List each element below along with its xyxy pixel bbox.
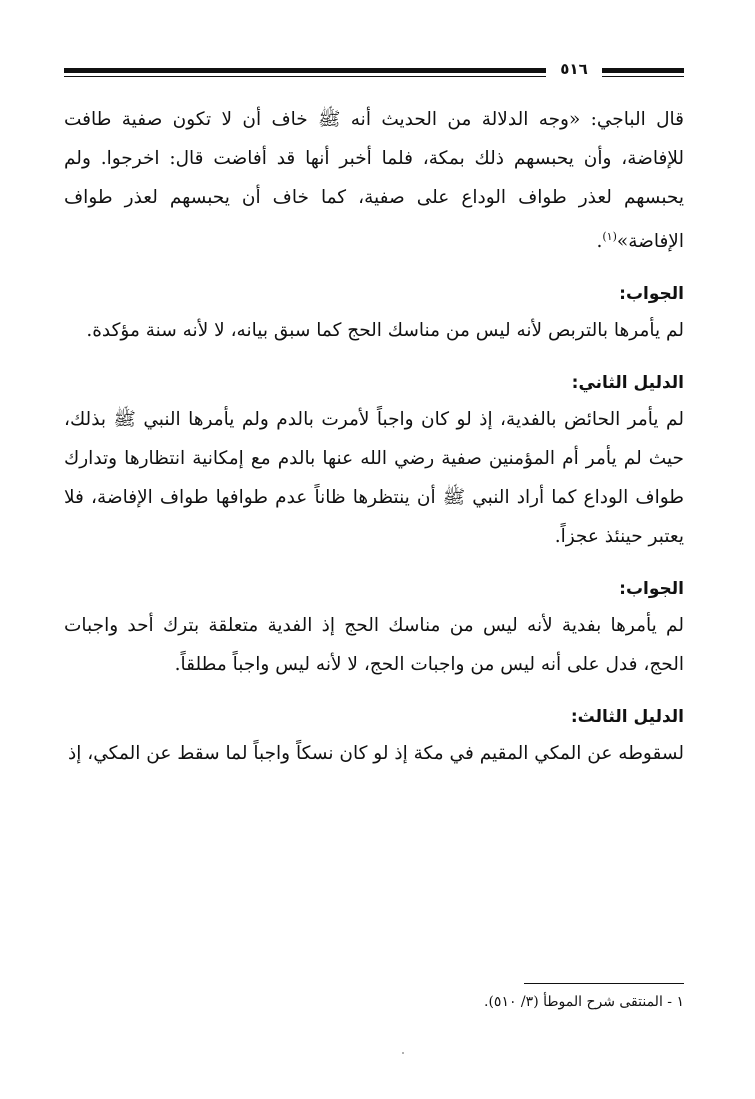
paragraph-quote [64, 100, 684, 261]
quote-end: . [596, 231, 603, 253]
footnote-separator [524, 983, 684, 984]
footnote-ref-1: (١) [602, 230, 617, 243]
footnote-1: ١ - المنتقى شرح الموطأ (٣/ ٥١٠). [484, 994, 684, 1010]
page-body [64, 100, 684, 773]
heading-answer-1: الجواب: [619, 284, 684, 305]
quote-text: قال الباجي: «وجه الدلالة من الحديث أنه ﷺ خاف أن لا تكون صفية طافت للإفاضة، وأن يحبسهم ذلك بمكة، فلما أخبر أنها قد أفاضت قال: اخرجوا. ولم يحبسهم لعذر طواف الوداع على صفية، كما خاف أن يحبسهم لعذر طواف الإفاضة» [64, 109, 684, 253]
heading-third-evidence: الدليل الثالث: [570, 707, 684, 728]
heading-second-evidence: الدليل الثاني: [571, 373, 684, 394]
paragraph-answer-2: لم يأمرها بفدية لأنه ليس من مناسك الحج إذ الفدية متعلقة بترك أحد واجبات الحج، فدل على أنه ليس من واجبات الحج، لا لأنه ليس واجباً مطلقاً. [64, 615, 684, 676]
page-number: ٥١٦ [546, 58, 602, 80]
paragraph-third-evidence: لسقوطه عن المكي المقيم في مكة إذ لو كان نسكاً واجباً لما سقط عن المكي، إذ [68, 743, 684, 765]
heading-answer-2: الجواب: [619, 579, 684, 600]
page-header [64, 58, 684, 84]
page-speck [402, 1052, 404, 1054]
paragraph-answer-1: لم يأمرها بالتربص لأنه ليس من مناسك الحج كما سبق بيانه، لا لأنه سنة مؤكدة. [86, 320, 684, 342]
paragraph-second-evidence: لم يأمر الحائض بالفدية، إذ لو كان واجباً لأمرت بالدم ولم يأمرها النبي ﷺ بذلك، حيث لم يأمر أم المؤمنين صفية رضي الله عنها بالدم مع إمكانية انتظارها وتدارك طواف الوداع كما أراد النبي ﷺ أن ينتظرها ظاناً عدم طوافها طواف الإفاضة، فلا يعتبر حينئذ عجزاً. [64, 409, 684, 548]
